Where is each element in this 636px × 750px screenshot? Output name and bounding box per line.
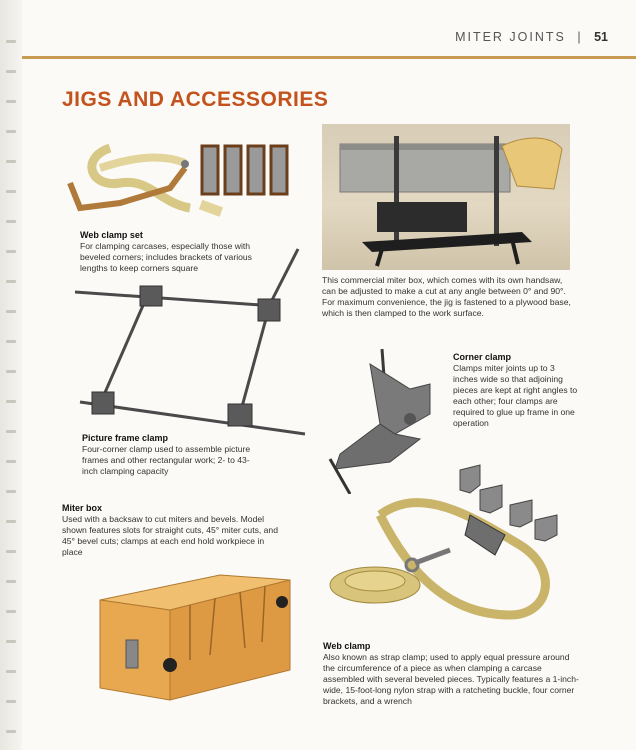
miter-box-illustration: [90, 560, 300, 705]
miter-box-text: Used with a backsaw to cut miters and bevels. Model shown features slots for straight cuts, 45° miter cuts, and 45° bevel cuts; clamps at each end hold workpiece in place: [62, 514, 278, 557]
web-clamp-illustration: [320, 455, 575, 625]
section-title: MITER JOINTS: [455, 30, 566, 44]
miter-box-caption: [62, 503, 287, 558]
web-clamp-set-text: For clamping carcases, especially those with beveled corners; includes brackets of various lengths to keep corners square: [80, 241, 252, 273]
header-rule: [22, 56, 636, 59]
picture-frame-clamp-illustration: [70, 244, 310, 444]
web-clamp-set-title: Web clamp set: [80, 230, 143, 240]
web-clamp-caption: [323, 641, 581, 707]
web-clamp-text: Also known as strap clamp; used to apply equal pressure around the circumference of a piece as when clamping a carcase assembled with several beveled pieces. Typically features a 1-inch-wide, 15-foot-long nylon strap with a ratcheting buckle, four corner brackets, and a wrench: [323, 652, 579, 706]
spiral-binding: [0, 0, 22, 750]
corner-clamp-title: Corner clamp: [453, 352, 512, 362]
picture-frame-clamp-caption: [82, 433, 257, 477]
commercial-miter-box-caption: This commercial miter box, which comes with its own handsaw, can be adjusted to make a cut at any angle between 0° and 90°. For maximum convenience, the jig is fastened to a plywood base, which is then clamped to the work surface.: [322, 275, 571, 318]
page-title: JIGS AND ACCESSORIES: [62, 88, 329, 111]
commercial-miter-box-photo: [322, 124, 570, 270]
miter-box-title: Miter box: [62, 503, 103, 513]
page-number: 51: [594, 30, 608, 44]
picture-frame-clamp-text: Four-corner clamp used to assemble picture frames and other rectangular work; 2- to 43-inch clamping capacity: [82, 444, 251, 476]
header-separator: |: [577, 30, 583, 44]
corner-clamp-text: Clamps miter joints up to 3 inches wide so that adjoining pieces are kept at right angles to each other; four clamps are required to glue up frame in one operation: [453, 363, 578, 428]
running-header: [455, 30, 608, 44]
web-clamp-title: Web clamp: [323, 641, 371, 651]
picture-frame-clamp-title: Picture frame clamp: [82, 433, 169, 443]
web-clamp-set-illustration: [60, 128, 310, 228]
corner-clamp-caption: [453, 352, 578, 429]
